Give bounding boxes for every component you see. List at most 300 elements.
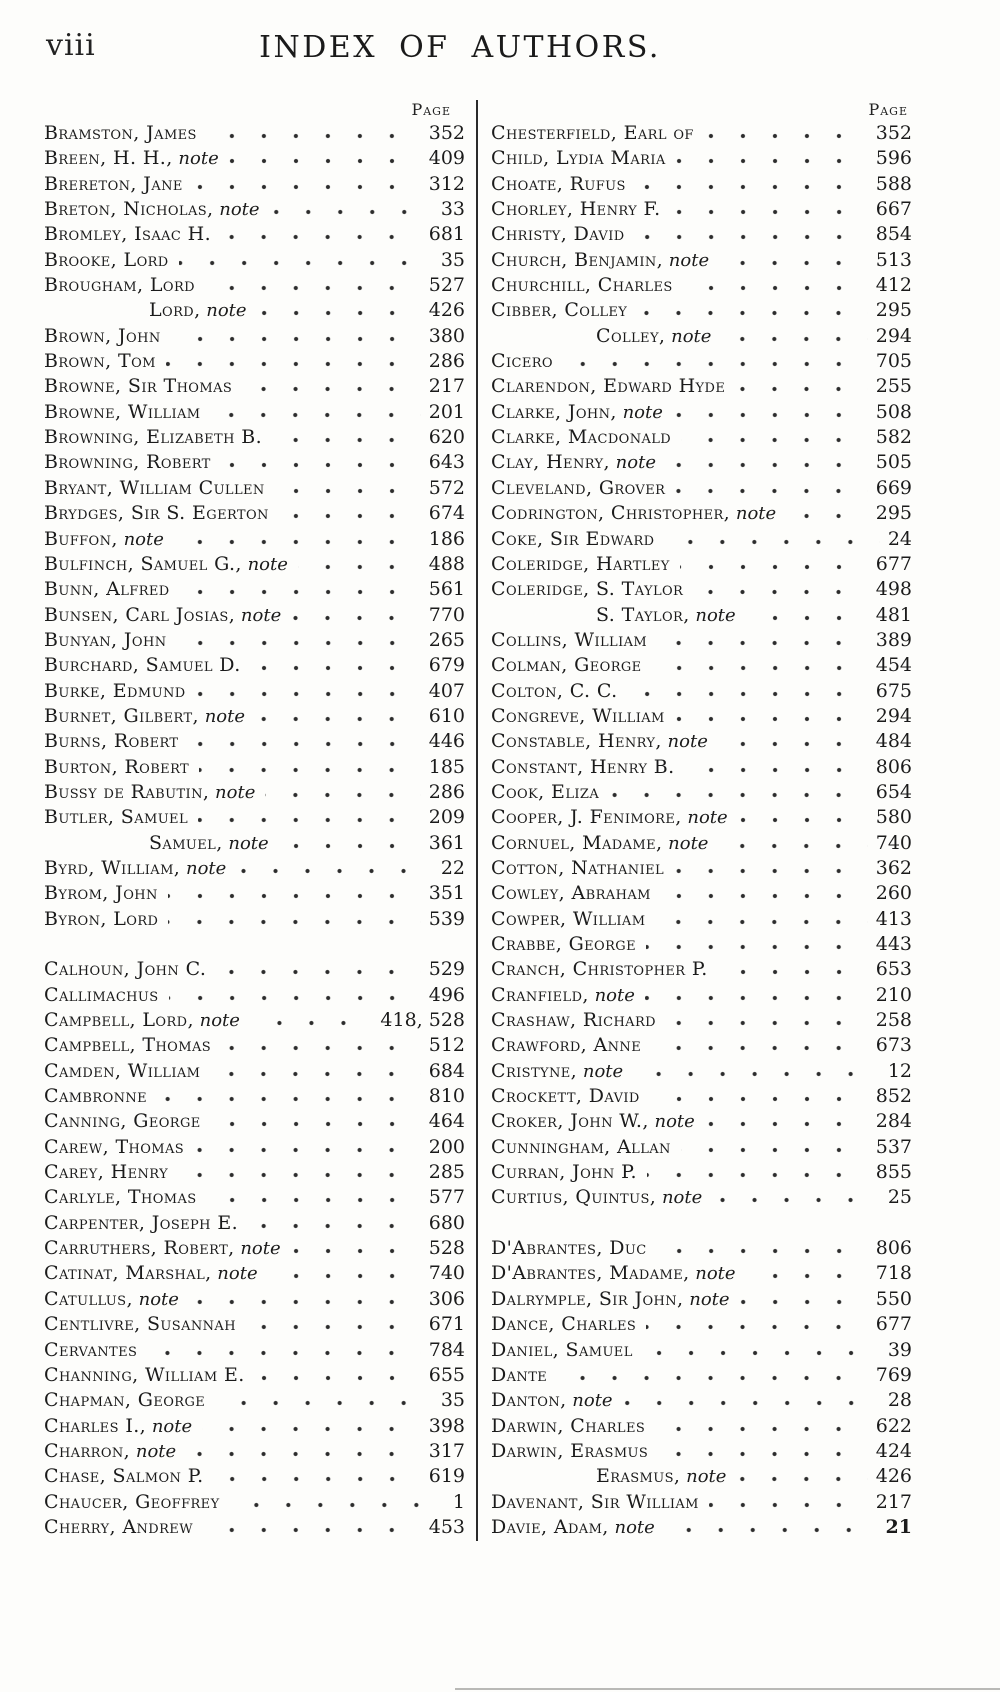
dot-leader [735, 385, 867, 392]
dot-leader [207, 132, 421, 139]
entry-page: 39 [887, 1338, 912, 1361]
index-entry [491, 756, 912, 781]
dot-leader [712, 1196, 880, 1203]
index-entry [44, 654, 465, 679]
entry-name: D'Abrantes, Madame, note [491, 1262, 736, 1285]
index-entry [44, 832, 465, 857]
index-entry [44, 705, 465, 730]
dot-leader [646, 1323, 868, 1330]
index-entry [44, 1161, 465, 1186]
entry-page: 806 [875, 755, 912, 778]
index-entry [44, 629, 465, 654]
entry-page: 580 [875, 806, 912, 829]
entry-note-label: note [616, 401, 663, 423]
entry-page: 426 [875, 1465, 912, 1488]
entry-page: 528 [428, 1237, 465, 1260]
index-entry [491, 984, 912, 1009]
dot-leader [674, 867, 868, 874]
entry-name: Browne, William [44, 400, 201, 423]
dot-leader [178, 1171, 421, 1178]
entry-name: Browning, Elizabeth B. [44, 426, 263, 449]
entry-name: Dante [491, 1363, 548, 1386]
dot-leader [655, 1425, 868, 1432]
entry-page: 380 [428, 324, 465, 347]
index-entry [491, 426, 912, 451]
entry-page: 21 [885, 1515, 912, 1538]
dot-leader [268, 1272, 421, 1279]
entry-page: 674 [428, 502, 465, 525]
entry-note-label: note [663, 249, 710, 271]
entry-name: Cleveland, Grover [491, 476, 666, 499]
entry-name: Bunn, Alfred [44, 578, 170, 601]
entry-name: Catullus, note [44, 1287, 179, 1310]
entry-name: Dalrymple, Sir John, note [491, 1287, 730, 1310]
entry-note-label: note [213, 199, 260, 221]
entry-page: 705 [875, 350, 912, 373]
entry-note-label: note [609, 452, 656, 474]
entry-note-label: note [689, 1263, 736, 1285]
dot-leader [680, 563, 868, 570]
dot-leader [251, 664, 421, 671]
index-entry [491, 1034, 912, 1059]
entry-note-label: note [146, 1415, 193, 1437]
entry-name: Lord, note [149, 299, 247, 322]
entry-name: Cowley, Abraham [491, 882, 651, 905]
entry-page: 537 [875, 1135, 912, 1158]
dot-leader [198, 816, 421, 823]
dot-leader [242, 385, 421, 392]
dot-leader [221, 1044, 421, 1051]
entry-page: 671 [428, 1313, 465, 1336]
index-entry [44, 984, 465, 1009]
entry-name: Clay, Henry, note [491, 451, 656, 474]
entry-name: Browne, Sir Thomas [44, 375, 233, 398]
dot-leader [718, 740, 868, 747]
dot-leader [746, 614, 868, 621]
dot-leader [246, 1323, 421, 1330]
dot-leader [205, 284, 421, 291]
dot-leader [718, 968, 868, 975]
index-entry [44, 274, 465, 299]
index-entry [491, 1364, 912, 1389]
entry-page: 620 [428, 426, 465, 449]
entry-name: Carey, Henry [44, 1161, 169, 1184]
entry-name: Danton, note [491, 1389, 613, 1412]
dot-leader [189, 740, 421, 747]
index-entry [491, 1389, 912, 1414]
entry-page: 680 [428, 1211, 465, 1234]
section-gap [44, 933, 465, 958]
entry-page: 588 [875, 172, 912, 195]
entry-page: 12 [887, 1059, 912, 1082]
dot-leader [270, 208, 433, 215]
entry-page: 769 [875, 1363, 912, 1386]
dot-leader [623, 1399, 880, 1406]
dot-leader [657, 1247, 868, 1254]
entry-name: Davie, Adam, note [491, 1515, 655, 1538]
entry-name: Dance, Charles [491, 1313, 637, 1336]
index-entry [44, 806, 465, 831]
index-entry [44, 1186, 465, 1211]
index-entry [44, 1212, 465, 1237]
dot-leader [265, 791, 420, 798]
dot-leader [635, 233, 868, 240]
entry-page: 488 [428, 552, 465, 575]
entry-page: 527 [428, 274, 465, 297]
entry-page: 398 [428, 1414, 465, 1437]
index-entry [44, 1415, 465, 1440]
index-entry [491, 147, 912, 172]
entry-name: Charron, note [44, 1439, 177, 1462]
entry-note-label: note [172, 148, 219, 170]
index-entry [44, 958, 465, 983]
entry-note-label: note [608, 1516, 655, 1538]
entry-page: 679 [428, 654, 465, 677]
index-entry [44, 122, 465, 147]
index-entry [44, 1262, 465, 1287]
entry-name: Coke, Sir Edward [491, 527, 655, 550]
entry-page: 186 [428, 527, 465, 550]
entry-page: 596 [875, 147, 912, 170]
entry-note-label: note [198, 705, 246, 727]
entry-note-label: note [180, 857, 227, 879]
index-entry [491, 477, 912, 502]
entry-name: D'Abrantes, Duc [491, 1237, 647, 1260]
dot-leader [738, 816, 868, 823]
entry-page: 426 [428, 299, 465, 322]
entry-page: 852 [875, 1085, 912, 1108]
dot-leader [675, 715, 868, 722]
entry-note-label: note [680, 1466, 727, 1488]
dot-leader [193, 183, 421, 190]
index-entry [44, 1060, 465, 1085]
entry-name: Brydges, Sir S. Egerton [44, 502, 269, 525]
index-entry [491, 832, 912, 857]
dot-leader [179, 259, 433, 266]
entry-page: 22 [440, 856, 465, 879]
entry-name: Child, Lydia Maria [491, 147, 666, 170]
entry-page: 209 [428, 806, 465, 829]
entry-name: Constable, Henry, note [491, 730, 708, 753]
entry-page: 413 [875, 907, 912, 930]
entry-name: Burke, Edmund [44, 679, 186, 702]
index-entry [491, 806, 912, 831]
entry-page: 655 [428, 1363, 465, 1386]
dot-leader [168, 892, 421, 899]
dot-leader [216, 968, 420, 975]
scan-edge-artifact [455, 1688, 1000, 1690]
entry-page: 784 [428, 1338, 465, 1361]
entry-note-label: note [200, 300, 247, 322]
index-entry [44, 173, 465, 198]
entry-name: Byrom, John [44, 882, 158, 905]
page-column-header: Page [868, 100, 908, 119]
dot-leader [255, 715, 421, 722]
dot-leader [647, 1171, 868, 1178]
entry-name: Cotton, Nathaniel [491, 856, 665, 879]
entry-page: 770 [428, 603, 465, 626]
entry-page: 675 [875, 679, 912, 702]
index-entry [491, 375, 912, 400]
entry-page: 317 [428, 1439, 465, 1462]
entry-name: Coleridge, S. Taylor [491, 578, 684, 601]
index-entry [44, 578, 465, 603]
entry-page: 854 [875, 223, 912, 246]
dot-leader [298, 563, 421, 570]
entry-page: 24 [887, 527, 912, 550]
entry-name: Brown, Tom [44, 350, 156, 373]
index-entry [44, 451, 465, 476]
index-entry [44, 882, 465, 907]
dot-leader [275, 487, 421, 494]
entry-note-label: note [577, 1060, 624, 1082]
entry-note-label: note [193, 1010, 240, 1032]
entry-name: Curran, John P. [491, 1161, 637, 1184]
entry-name: Channing, William E. [44, 1363, 245, 1386]
entry-page: 677 [875, 1313, 912, 1336]
dot-leader [210, 411, 420, 418]
entry-page: 312 [428, 172, 465, 195]
dot-leader [177, 639, 421, 646]
entry-page: 407 [428, 679, 465, 702]
index-entry [44, 198, 465, 223]
index-entry [491, 1516, 912, 1541]
entry-name: Congreve, William [491, 704, 665, 727]
index-entry [491, 173, 912, 198]
entry-name: Burns, Robert [44, 730, 179, 753]
dot-leader [166, 360, 421, 367]
entry-name: Colman, George [491, 654, 642, 677]
dot-leader [291, 614, 421, 621]
entry-name: Catinat, Marshal, note [44, 1262, 258, 1285]
entry-page: 669 [875, 476, 912, 499]
entry-note-label: note [588, 984, 635, 1006]
dot-leader [147, 1349, 420, 1356]
entry-name: Bramston, James [44, 122, 197, 144]
entry-page: 484 [875, 730, 912, 753]
entry-page: 453 [428, 1515, 465, 1538]
index-entry [491, 1110, 912, 1135]
entry-page: 577 [428, 1186, 465, 1209]
entry-note-label: note [681, 807, 728, 829]
entry-page: 352 [875, 122, 912, 144]
entry-page: 25 [887, 1186, 912, 1209]
dot-leader [250, 1019, 372, 1026]
dot-leader [255, 1374, 421, 1381]
index-entry [44, 1110, 465, 1135]
entry-page: 351 [428, 882, 465, 905]
entry-note-label: note [241, 553, 288, 575]
entry-page: 481 [875, 603, 912, 626]
entry-page: 673 [875, 1034, 912, 1057]
entry-page: 810 [428, 1085, 465, 1108]
entry-note-label: note [665, 325, 712, 347]
entry-page: 512 [428, 1034, 465, 1057]
entry-name: Bunyan, John [44, 628, 167, 651]
index-entry [491, 958, 912, 983]
index-entry [491, 1136, 912, 1161]
entry-page: 582 [875, 426, 912, 449]
entry-name: Byrd, William, note [44, 856, 227, 879]
index-entry [44, 604, 465, 629]
index-entry [44, 553, 465, 578]
dot-leader [673, 411, 868, 418]
dot-leader [230, 1501, 445, 1508]
entry-note-label: note [648, 1111, 695, 1133]
entry-note-label: note [130, 1440, 177, 1462]
entry-name: Bulfinch, Samuel G., note [44, 552, 288, 575]
index-entry [491, 730, 912, 755]
entry-page: 681 [428, 223, 465, 246]
index-entry [44, 350, 465, 375]
dot-leader [211, 1120, 421, 1127]
index-entry [491, 882, 912, 907]
entry-name: Cranfield, note [491, 983, 635, 1006]
entry-page: 418, 528 [380, 1009, 465, 1032]
entry-note-label: note [656, 1187, 703, 1209]
dot-leader [655, 918, 867, 925]
entry-page: 684 [428, 1059, 465, 1082]
dot-leader [174, 538, 421, 545]
entry-page: 654 [875, 780, 912, 803]
entry-name: Cherry, Andrew [44, 1515, 193, 1538]
entry-note-label: note [235, 604, 282, 626]
dot-leader [661, 892, 868, 899]
entry-page: 653 [875, 958, 912, 981]
dot-leader [685, 766, 868, 773]
dot-leader [272, 436, 421, 443]
index-entry [491, 1237, 912, 1262]
dot-leader [168, 918, 420, 925]
entry-name: Chaucer, Geoffrey [44, 1490, 220, 1513]
entry-name: Cranch, Christopher P. [491, 958, 708, 981]
entry-name: Coleridge, Hartley [491, 552, 670, 575]
dot-leader [291, 1247, 421, 1254]
index-entry [44, 375, 465, 400]
entry-page: 201 [428, 400, 465, 423]
dot-leader [719, 259, 868, 266]
entry-name: Carruthers, Robert, note [44, 1237, 281, 1260]
index-entry [491, 604, 912, 629]
entry-name: Bryant, William Cullen [44, 476, 265, 499]
dot-leader [557, 1374, 868, 1381]
dot-leader [721, 335, 867, 342]
index-entry [491, 1161, 912, 1186]
entry-page: 200 [428, 1135, 465, 1158]
index-entry [44, 249, 465, 274]
index-entry [491, 1009, 912, 1034]
entry-name: Cibber, Colley [491, 299, 628, 322]
entry-name: Byron, Lord [44, 907, 159, 930]
entry-name: Christy, David [491, 223, 625, 246]
entry-page: 265 [428, 628, 465, 651]
dot-leader [736, 1475, 867, 1482]
dot-leader [628, 690, 868, 697]
dot-leader [675, 487, 867, 494]
dot-leader [186, 1450, 421, 1457]
entry-page: 740 [428, 1262, 465, 1285]
index-entry [44, 1136, 465, 1161]
index-entry [44, 1364, 465, 1389]
dot-leader [637, 309, 867, 316]
index-entry [491, 299, 912, 324]
index-entry [491, 857, 912, 882]
dot-leader [157, 1095, 421, 1102]
dot-leader [196, 690, 421, 697]
dot-leader [651, 1044, 868, 1051]
dot-leader [221, 461, 421, 468]
entry-name: Crockett, David [491, 1085, 640, 1108]
entry-name: Campbell, Lord, note [44, 1009, 240, 1032]
entry-name: Clarke, Macdonald [491, 426, 672, 449]
dot-leader [279, 842, 421, 849]
index-entry [44, 528, 465, 553]
entry-page: 409 [428, 147, 465, 170]
index-entry [491, 908, 912, 933]
index-entry [491, 274, 912, 299]
index-entry [491, 1491, 912, 1516]
entry-name: Cervantes [44, 1338, 138, 1361]
entry-name: Cooper, J. Fenimore, note [491, 806, 728, 829]
entry-note-label: note [132, 1288, 179, 1310]
dot-leader [248, 1222, 421, 1229]
index-entry [491, 249, 912, 274]
entry-name: Brougham, Lord [44, 274, 195, 297]
dot-leader [221, 233, 421, 240]
entry-page: 217 [428, 375, 465, 398]
index-entry [491, 198, 912, 223]
entry-name: Crawford, Anne [491, 1034, 642, 1057]
index-entry [44, 1085, 465, 1110]
entry-page: 496 [428, 983, 465, 1006]
dot-leader [609, 791, 868, 798]
entry-name: Carew, Thomas [44, 1135, 185, 1158]
index-entry [44, 1491, 465, 1516]
index-entry [44, 325, 465, 350]
index-entry [491, 1085, 912, 1110]
entry-page: 622 [875, 1414, 912, 1437]
entry-name: Bromley, Isaac H. [44, 223, 212, 246]
index-entry [44, 147, 465, 172]
index-entry [491, 325, 912, 350]
dot-leader [189, 1298, 421, 1305]
entry-note-label: note [566, 1390, 613, 1412]
index-entry [491, 1465, 912, 1490]
entry-name: Church, Benjamin, note [491, 248, 710, 271]
index-entry [491, 654, 912, 679]
entry-name: Canning, George [44, 1110, 201, 1133]
entry-note-label: note [234, 1238, 281, 1260]
entry-page: 306 [428, 1287, 465, 1310]
dot-leader [210, 1070, 420, 1077]
dot-leader [657, 639, 868, 646]
entry-page: 1 [452, 1490, 465, 1513]
entry-name: Buffon, note [44, 527, 164, 550]
index-entry [44, 1034, 465, 1059]
entry-page: 513 [875, 248, 912, 271]
entry-page: 610 [428, 704, 465, 727]
dot-leader [704, 132, 868, 139]
dot-leader [563, 360, 868, 367]
entry-page: 294 [875, 704, 912, 727]
index-entry [44, 477, 465, 502]
entry-name: Centlivre, Susannah [44, 1313, 236, 1336]
entry-page: 806 [875, 1237, 912, 1260]
dot-leader [643, 1349, 880, 1356]
dot-leader [658, 1450, 868, 1457]
index-column-right [476, 100, 912, 1541]
dot-leader [665, 1526, 878, 1533]
